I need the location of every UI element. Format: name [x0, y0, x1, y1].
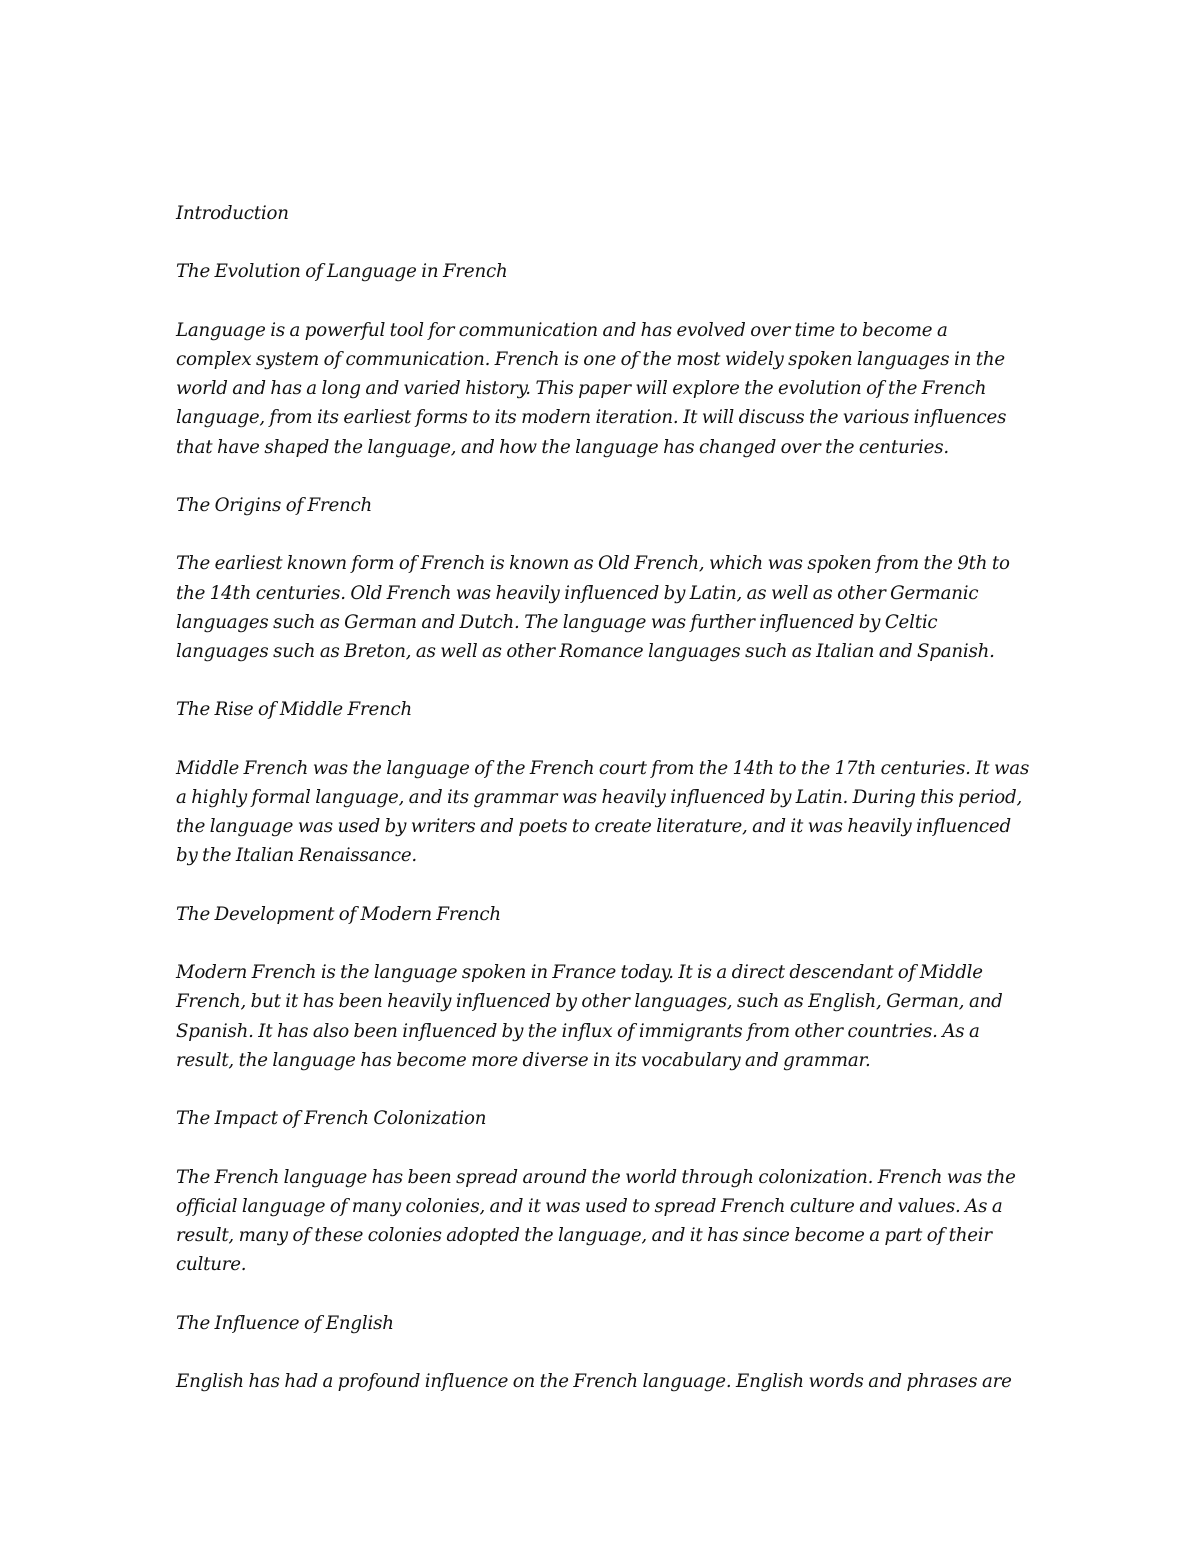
intro-heading: Introduction [176, 203, 289, 224]
paragraph-line: The French language has been spread around the world through colonization. French was the [176, 1166, 1016, 1188]
paragraph-line: The earliest known form of French is known as Old French, which was spoken from the 9th to [176, 553, 1010, 575]
section-heading-origins: The Origins of French [176, 494, 373, 516]
paragraph-line: world and has a long and varied history. This paper will explore the evolution of the French [176, 378, 987, 400]
section-paragraph-evolution [176, 316, 1026, 462]
paragraph-line: languages such as Breton, as well as other Romance languages such as Italian and Spanish. [176, 640, 995, 662]
section-heading-english-influence: The Influence of English [176, 1312, 394, 1334]
section-paragraph-modern-french [176, 958, 1026, 1075]
paragraph-line: official language of many colonies, and it was used to spread French culture and values. As a [176, 1195, 1003, 1217]
paragraph-line: the 14th centuries. Old French was heavily influenced by Latin, as well as other Germanic [176, 582, 979, 604]
section-paragraph-origins [176, 549, 1026, 666]
paragraph-line: Modern French is the language spoken in France today. It is a direct descendant of Middle [176, 962, 983, 984]
section-paragraph-colonization [176, 1163, 1026, 1280]
section-heading-colonization: The Impact of French Colonization [176, 1108, 487, 1130]
paragraph-line: French, but it has been heavily influenced by other languages, such as English, German, and [176, 991, 1003, 1013]
section-heading-evolution: The Evolution of Language in French [176, 261, 508, 283]
paragraph-line: Language is a powerful tool for communication and has evolved over time to become a [176, 319, 948, 341]
paragraph-line: the language was used by writers and poets to create literature, and it was heavily influenced [176, 816, 1011, 838]
paragraph-line: Spanish. It has also been influenced by the influx of immigrants from other countries. As a [176, 1020, 980, 1042]
section-paragraph-english-influence [176, 1367, 1026, 1396]
section-heading-middle-french: The Rise of Middle French [176, 699, 413, 721]
paragraph-line: complex system of communication. French is one of the most widely spoken languages in the [176, 348, 1005, 370]
paragraph-line: languages such as German and Dutch. The language was further influenced by Celtic [176, 611, 938, 633]
document-body [176, 199, 1030, 1425]
paragraph-line: language, from its earliest forms to its modern iteration. It will discuss the various influences [176, 407, 1007, 429]
paragraph-line: that have shaped the language, and how the language has changed over the centuries. [176, 436, 949, 458]
paragraph-line: by the Italian Renaissance. [176, 845, 417, 867]
paragraph-line: English has had a profound influence on the French language. English words and phrases are [176, 1370, 1012, 1392]
paragraph-line: Middle French was the language of the French court from the 14th to the 17th centuries. It was [176, 757, 1030, 779]
section-paragraph-middle-french [176, 754, 1030, 871]
paragraph-line: result, many of these colonies adopted the language, and it has since become a part of their [176, 1224, 992, 1246]
paragraph-line: result, the language has become more diverse in its vocabulary and grammar. [176, 1049, 871, 1071]
paragraph-line: a highly formal language, and its grammar was heavily influenced by Latin. During this period, [176, 786, 1023, 808]
section-heading-modern-french: The Development of Modern French [176, 903, 501, 925]
paragraph-line: culture. [176, 1254, 247, 1276]
